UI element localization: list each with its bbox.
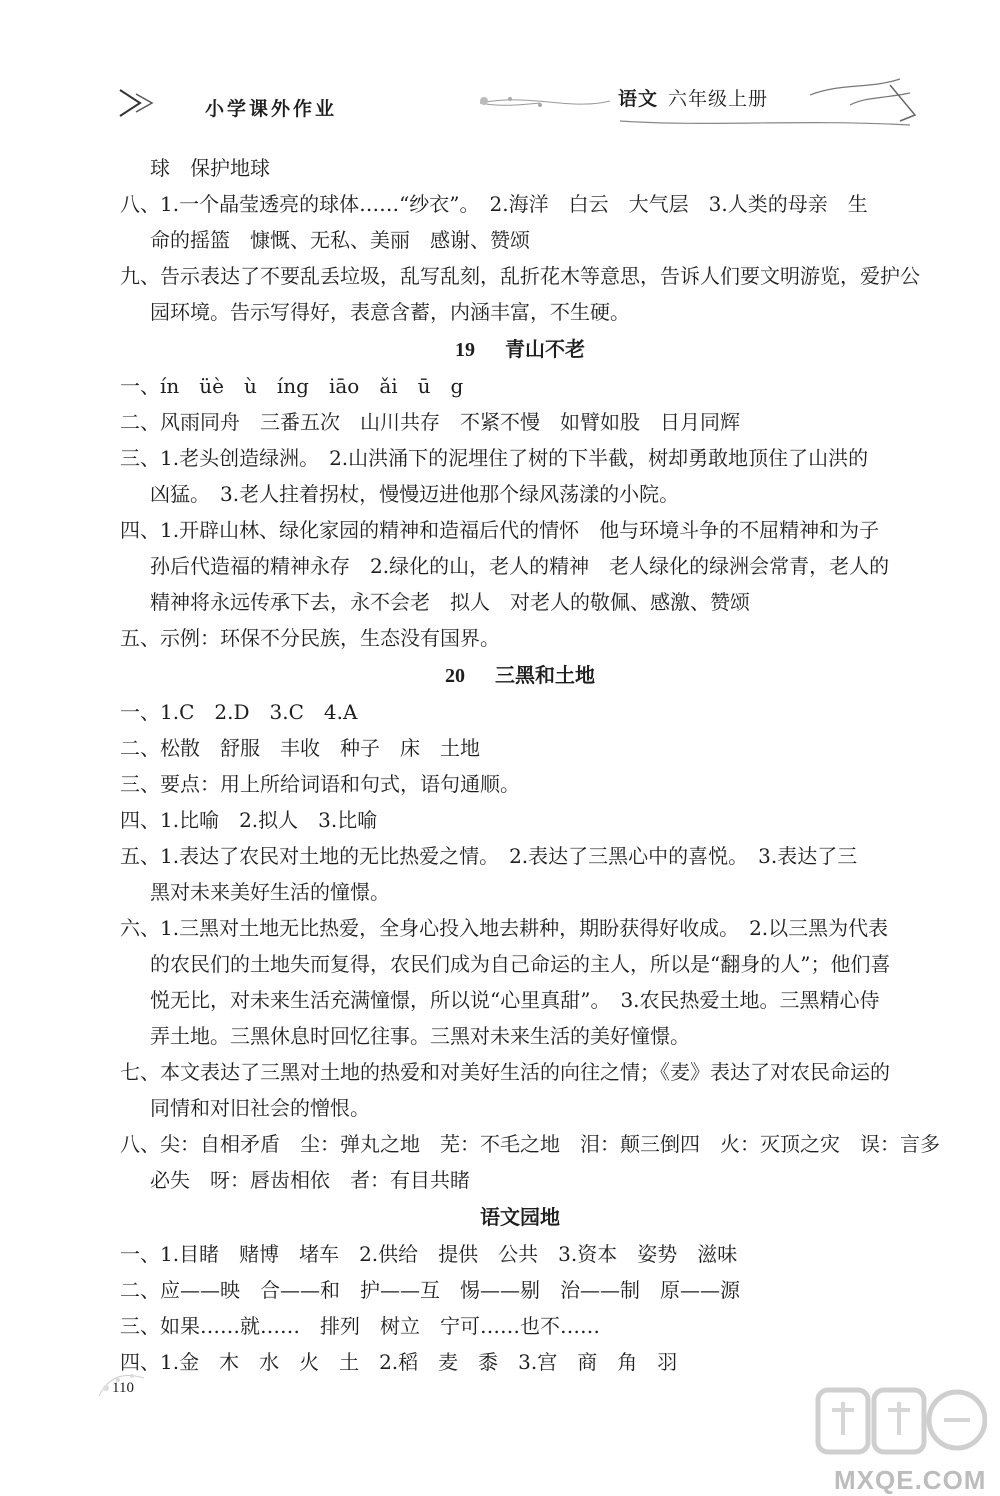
answer-line: 必失 呀：唇齿相依 者：有目共睹 (150, 1168, 470, 1192)
lesson-number: 20 (445, 665, 465, 687)
answer-line: 悦无比，对未来生活充满憧憬，所以说“心里真甜”。 3.农民热爱土地。三黑精心侍 (150, 988, 880, 1012)
answer-line: 三、要点：用上所给词语和句式，语句通顺。 (120, 772, 520, 796)
lesson-title: 三黑和土地 (495, 663, 595, 687)
continued-answers (120, 150, 920, 330)
answer-line: 三、如果……就…… 排列 树立 宁可……也不…… (120, 1314, 600, 1338)
answer-line: 弄土地。三黑休息时回忆往事。三黑对未来生活的美好憧憬。 (150, 1024, 690, 1048)
answer-line: 的农民们的土地失而复得，农民们成为自己命运的主人，所以是“翻身的人”；他们喜 (150, 952, 891, 976)
answer-line: 四、1.比喻 2.拟人 3.比喻 (120, 808, 378, 832)
double-chevron-icon (118, 88, 178, 118)
section-19-answers (120, 368, 920, 656)
answer-line: 五、示例：环保不分民族，生态没有国界。 (120, 626, 500, 650)
answer-line: 同情和对旧社会的憎恨。 (150, 1096, 370, 1120)
subject-label: 语文 (618, 88, 659, 110)
page-number: 110 (112, 1380, 134, 1396)
answer-line: 凶猛。 3.老人拄着拐杖，慢慢迈进他那个绿风荡漾的小院。 (150, 482, 680, 506)
answer-line: 一、ín üè ù íng iāo ǎi ū g (120, 374, 464, 398)
answer-line: 黑对未来美好生活的憧憬。 (150, 880, 390, 904)
answer-line: 球 保护地球 (150, 156, 270, 180)
lesson-title: 青山不老 (505, 337, 585, 361)
watermark-text: MXQE.COM (834, 1465, 987, 1495)
answer-line: 一、1.C 2.D 3.C 4.A (120, 700, 358, 724)
answer-line: 五、1.表达了农民对土地的无比热爱之情。 2.表达了三黑心中的喜悦。 3.表达了三 (120, 844, 858, 868)
answer-line: 四、1.开辟山林、绿化家园的精神和造福后代的情怀 他与环境斗争的不屈精神和为子 (120, 518, 880, 542)
lesson-number: 19 (455, 339, 475, 361)
answer-line: 一、1.目睹 赌博 堵车 2.供给 提供 公共 3.资本 姿势 滋味 (120, 1242, 738, 1266)
answer-line: 七、本文表达了三黑对土地的热爱和对美好生活的向往之情；《麦》表达了对农民命运的 (120, 1060, 890, 1084)
book-title: 小学课外作业 (205, 98, 338, 120)
page-header (0, 0, 1000, 140)
section-title-19 (120, 330, 920, 368)
answer-line: 八、尖：自相矛盾 尘：弹丸之地 芜：不毛之地 泪：颠三倒四 火：灭顶之灾 误：言多 (120, 1132, 940, 1156)
answer-line: 二、应——映 合——和 护——互 惕——剔 治——制 原——源 (120, 1278, 740, 1302)
answer-line: 六、1.三黑对土地无比热爱，全身心投入地去耕种，期盼获得好收成。 2.以三黑为代表 (120, 916, 889, 940)
answer-line: 三、1.老头创造绿洲。 2.山洪涌下的泥埋住了树的下半截，树却勇敢地顶住了山洪的 (120, 446, 869, 470)
answer-line: 四、1.金 木 水 火 土 2.稻 麦 黍 3.宫 商 角 羽 (120, 1350, 678, 1374)
answer-line: 精神将永远传承下去，永不会老 拟人 对老人的敬佩、感激、赞颂 (150, 590, 750, 614)
answer-line: 园环境。告示写得好，表意含蓄，内涵丰富，不生硬。 (150, 300, 630, 324)
section-20-answers (120, 694, 940, 1198)
answer-line: 八、1.一个晶莹透亮的球体……“纱衣”。 2.海洋 白云 大气层 3.人类的母亲 生 (120, 192, 868, 216)
subject-grade (618, 84, 768, 111)
section-title-20 (120, 656, 920, 694)
answer-line: 孙后代造福的精神永存 2.绿化的山，老人的精神 老人绿化的绿洲会常青，老人的 (150, 554, 890, 578)
answer-line: 命的摇篮 慷慨、无私、美丽 感谢、赞颂 (150, 228, 530, 252)
answer-page (120, 150, 940, 1380)
section-title-garden: 语文园地 (480, 1205, 560, 1229)
answer-line: 九、告示表达了不要乱丢垃圾，乱写乱刻，乱折花木等意思，告诉人们要文明游览，爱护公 (120, 264, 920, 288)
answer-line: 二、松散 舒服 丰收 种子 床 土地 (120, 736, 480, 760)
answer-line: 二、风雨同舟 三番五次 山川共存 不紧不慢 如臂如股 日月同辉 (120, 410, 740, 434)
grade-label: 六年级上册 (668, 88, 769, 110)
garden-answers (120, 1236, 920, 1380)
